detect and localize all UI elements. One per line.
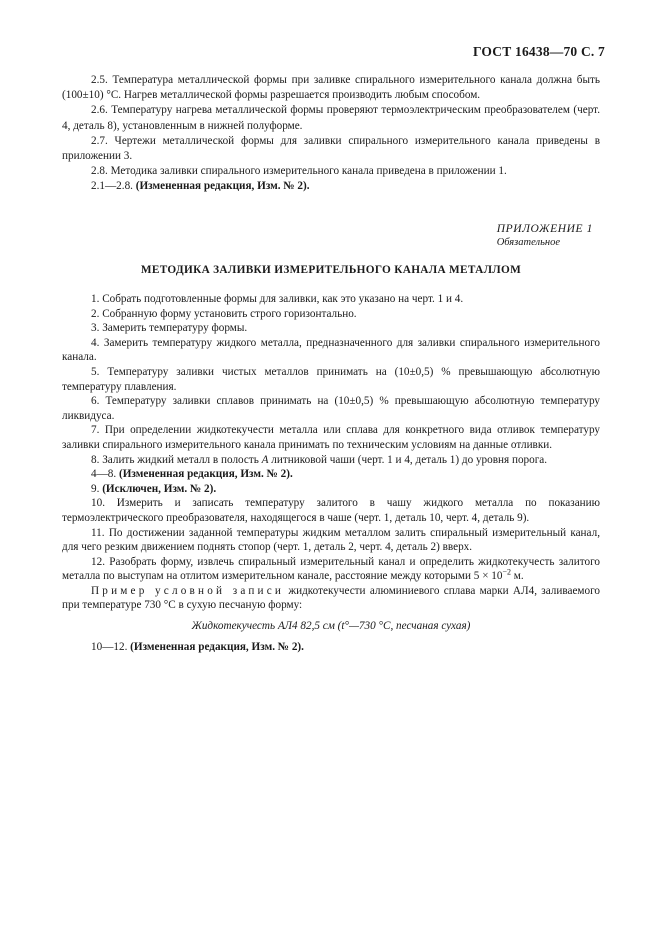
step-6: 6. Температуру заливки сплавов принимать на (10±0,5) % превышающую абсолютную температуру ликвидуса. <box>62 395 600 422</box>
paragraph-2-7: 2.7. Чертежи металлической формы для заливки спирального измерительного канала приведены в приложении 3. <box>62 134 600 163</box>
step-8-text-a: 8. Залить жидкий металл в полость <box>91 453 262 466</box>
step-8-text-b: литниковой чаши (черт. 1 и 4, деталь 1) до уровня порога. <box>268 453 548 466</box>
amendment-range: 4—8. <box>91 468 119 481</box>
amendment-range: 10—12. <box>91 640 131 653</box>
step-8-cavity-letter: А <box>261 453 269 466</box>
step-9 <box>62 482 600 497</box>
paragraph-2-8: 2.8. Методика заливки спирального измерительного канала приведена в приложении 1. <box>91 165 507 178</box>
step-2: 2. Собранную форму установить строго горизонтально. <box>91 307 357 320</box>
amendment-10-12 <box>62 640 600 655</box>
paragraph-2-5: 2.5. Температура металлической формы при заливке спирального измерительного канала должна быть (100±10) °С. Нагрев металлической формы разрешается производить любым способом. <box>62 74 600 102</box>
step-12-text-b: м. <box>511 570 524 583</box>
step-12 <box>62 555 600 584</box>
step-1: 1. Собрать подготовленные формы для заливки, как это указано на черт. 1 и 4. <box>91 293 464 305</box>
amendment-range: 2.1—2.8. <box>91 180 136 193</box>
running-head: ГОСТ 16438—70 С. 7 <box>472 44 605 59</box>
top-section <box>62 73 600 195</box>
step-12-exponent: −2 <box>502 567 511 577</box>
step-3: 3. Замерить температуру формы. <box>91 322 248 335</box>
section-title: МЕТОДИКА ЗАЛИВКИ ИЗМЕРИТЕЛЬНОГО КАНАЛА МЕТАЛЛОМ <box>140 264 522 276</box>
amendment-2-1-2-8 <box>62 179 600 194</box>
step-8 <box>62 453 600 468</box>
step-9-number: 9. <box>91 482 103 495</box>
step-5: 5. Температуру заливки чистых металлов принимать на (10±0,5) % превышающую абсолютную температуру плавления. <box>62 365 600 393</box>
example-label: Пример условной записи <box>91 584 285 597</box>
example-text: жидкотекучести алюминиевого сплава марки АЛ4, заливаемого при температуре 730 °С в сухую песчаную форму: <box>62 584 600 612</box>
step-9-excluded-note: (Исключен, Изм. № 2). <box>102 482 217 495</box>
example-formula: Жидкотекучесть АЛ4 82,5 см (t°—730 °С, песчаная сухая) <box>191 620 471 633</box>
amendment-note: (Измененная редакция, Изм. № 2). <box>135 180 310 193</box>
step-7: 7. При определении жидкотекучести металла или сплава для конкретного вида отливок температуру заливки спирального измерительного канала принимать по техническим условиям на данные отливки. <box>62 424 600 451</box>
step-4: 4. Замерить температуру жидкого металла, предназначенного для заливки спирального измерительного канала. <box>62 336 600 364</box>
example-paragraph <box>62 584 600 613</box>
amendment-note: (Измененная редакция, Изм. № 2). <box>118 468 293 481</box>
annex-label <box>497 222 593 250</box>
step-10: 10. Измерить и записать температуру залитого в чашу жидкого металла по показанию термоэлектрического преобразователя, находящегося в чаше (черт. 1, деталь 10, черт. 4, деталь 9). <box>62 497 600 524</box>
step-12-text-a: 12. Разобрать форму, извлечь спиральный измерительный канал и определить жидкотекучесть залитого металла по выступам на отлитом измерительном канале, расстояние между которыми 5 × 10 <box>62 555 600 583</box>
steps-section <box>62 292 600 654</box>
amendment-note: (Измененная редакция, Изм. № 2). <box>130 640 304 653</box>
step-11: 11. По достижении заданной температуры жидким металлом залить спиральный измерительный канал, для чего резким движением поднять стопор (черт. 1, деталь 2, черт. 4, деталь 2) вверх. <box>62 526 600 554</box>
annex-subtitle: Обязательное <box>496 237 560 248</box>
annex-title: ПРИЛОЖЕНИЕ 1 <box>496 223 593 235</box>
amendment-4-8 <box>62 467 600 482</box>
paragraph-2-6: 2.6. Температуру нагрева металлической формы проверяют термоэлектрическим преобразователем (черт. 4, деталь 8), установленным в нижней полуформе. <box>62 104 600 132</box>
